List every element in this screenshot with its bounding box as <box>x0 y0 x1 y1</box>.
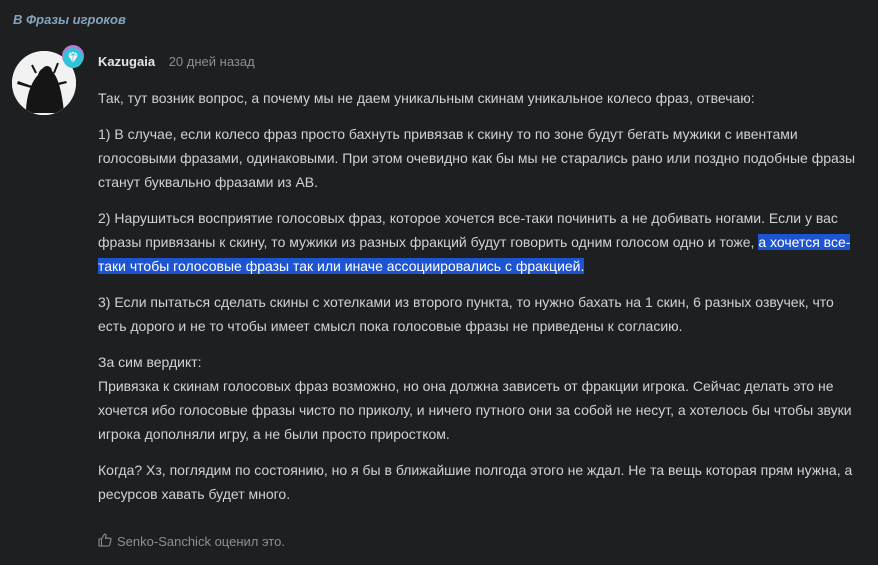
paragraph-text: Привязка к скинам голосовых фраз возможно, но она должна зависеть от фракции игрока. Сейчас делать это не хочется ибо голосовые фразы чисто по приколу, и ничего путного они за собой не несут, а хотелось бы чтобы звуки игрока дополняли игру, а не были просто приростком. <box>98 378 852 442</box>
reaction-summary <box>98 533 285 550</box>
selected-text: а хочется все-таки чтобы голосовые фразы так или иначе ассоциировались с фракцией. <box>98 234 851 274</box>
post-paragraph <box>98 350 858 446</box>
post-header <box>98 54 255 69</box>
paragraph-text: 1) В случае, если колесо фраз просто бахнуть привязав к скину то по зоне будут бегать мужики с ивентами голосовыми фразами, одинаковыми. При этом очевидно как бы мы не старались рано или поздно подобные фразы станут буквально фразами из АВ. <box>98 126 856 190</box>
author-name[interactable]: Kazugaia <box>98 54 156 69</box>
post-content <box>98 86 858 518</box>
breadcrumb-link[interactable]: В Фразы игроков <box>13 12 126 27</box>
post-time[interactable]: 20 дней назад <box>168 54 255 69</box>
post-paragraph <box>98 206 858 278</box>
paragraph-text: Так, тут возник вопрос, а почему мы не даем уникальным скинам уникальное колесо фраз, отвечаю: <box>98 90 755 106</box>
reaction-user[interactable]: Senko-Sanchick <box>117 534 211 549</box>
post-paragraph <box>98 122 858 194</box>
post-paragraph <box>98 458 858 506</box>
paragraph-text: 3) Если пытаться сделать скины с хотелками из второго пункта, то нужно бахать на 1 скин, 6 разных озвучек, что есть дорого и не то чтобы имеет смысл пока голосовые фразы не приведены к согласию. <box>98 294 834 334</box>
paragraph-text: Когда? Хз, поглядим по состоянию, но я бы в ближайшие полгода этого не ждал. Не та вещь которая прям нужна, а ресурсов хавать будет много. <box>98 462 853 502</box>
thumbs-up-icon[interactable] <box>98 533 112 550</box>
diamond-icon <box>63 48 83 68</box>
post-paragraph <box>98 290 858 338</box>
reaction-text: оценил это. <box>210 534 285 549</box>
verdict-heading: За сим вердикт: <box>98 354 202 370</box>
paragraph-text: 2) Нарушиться восприятие голосовых фраз, которое хочется все-таки починить а не добивать ногами. Если у вас фразы привязаны к скину, то мужики из разных фракций будут говорить одним голосом одно и тоже, <box>98 210 838 250</box>
post-paragraph <box>98 86 858 110</box>
topic-header <box>0 0 878 44</box>
